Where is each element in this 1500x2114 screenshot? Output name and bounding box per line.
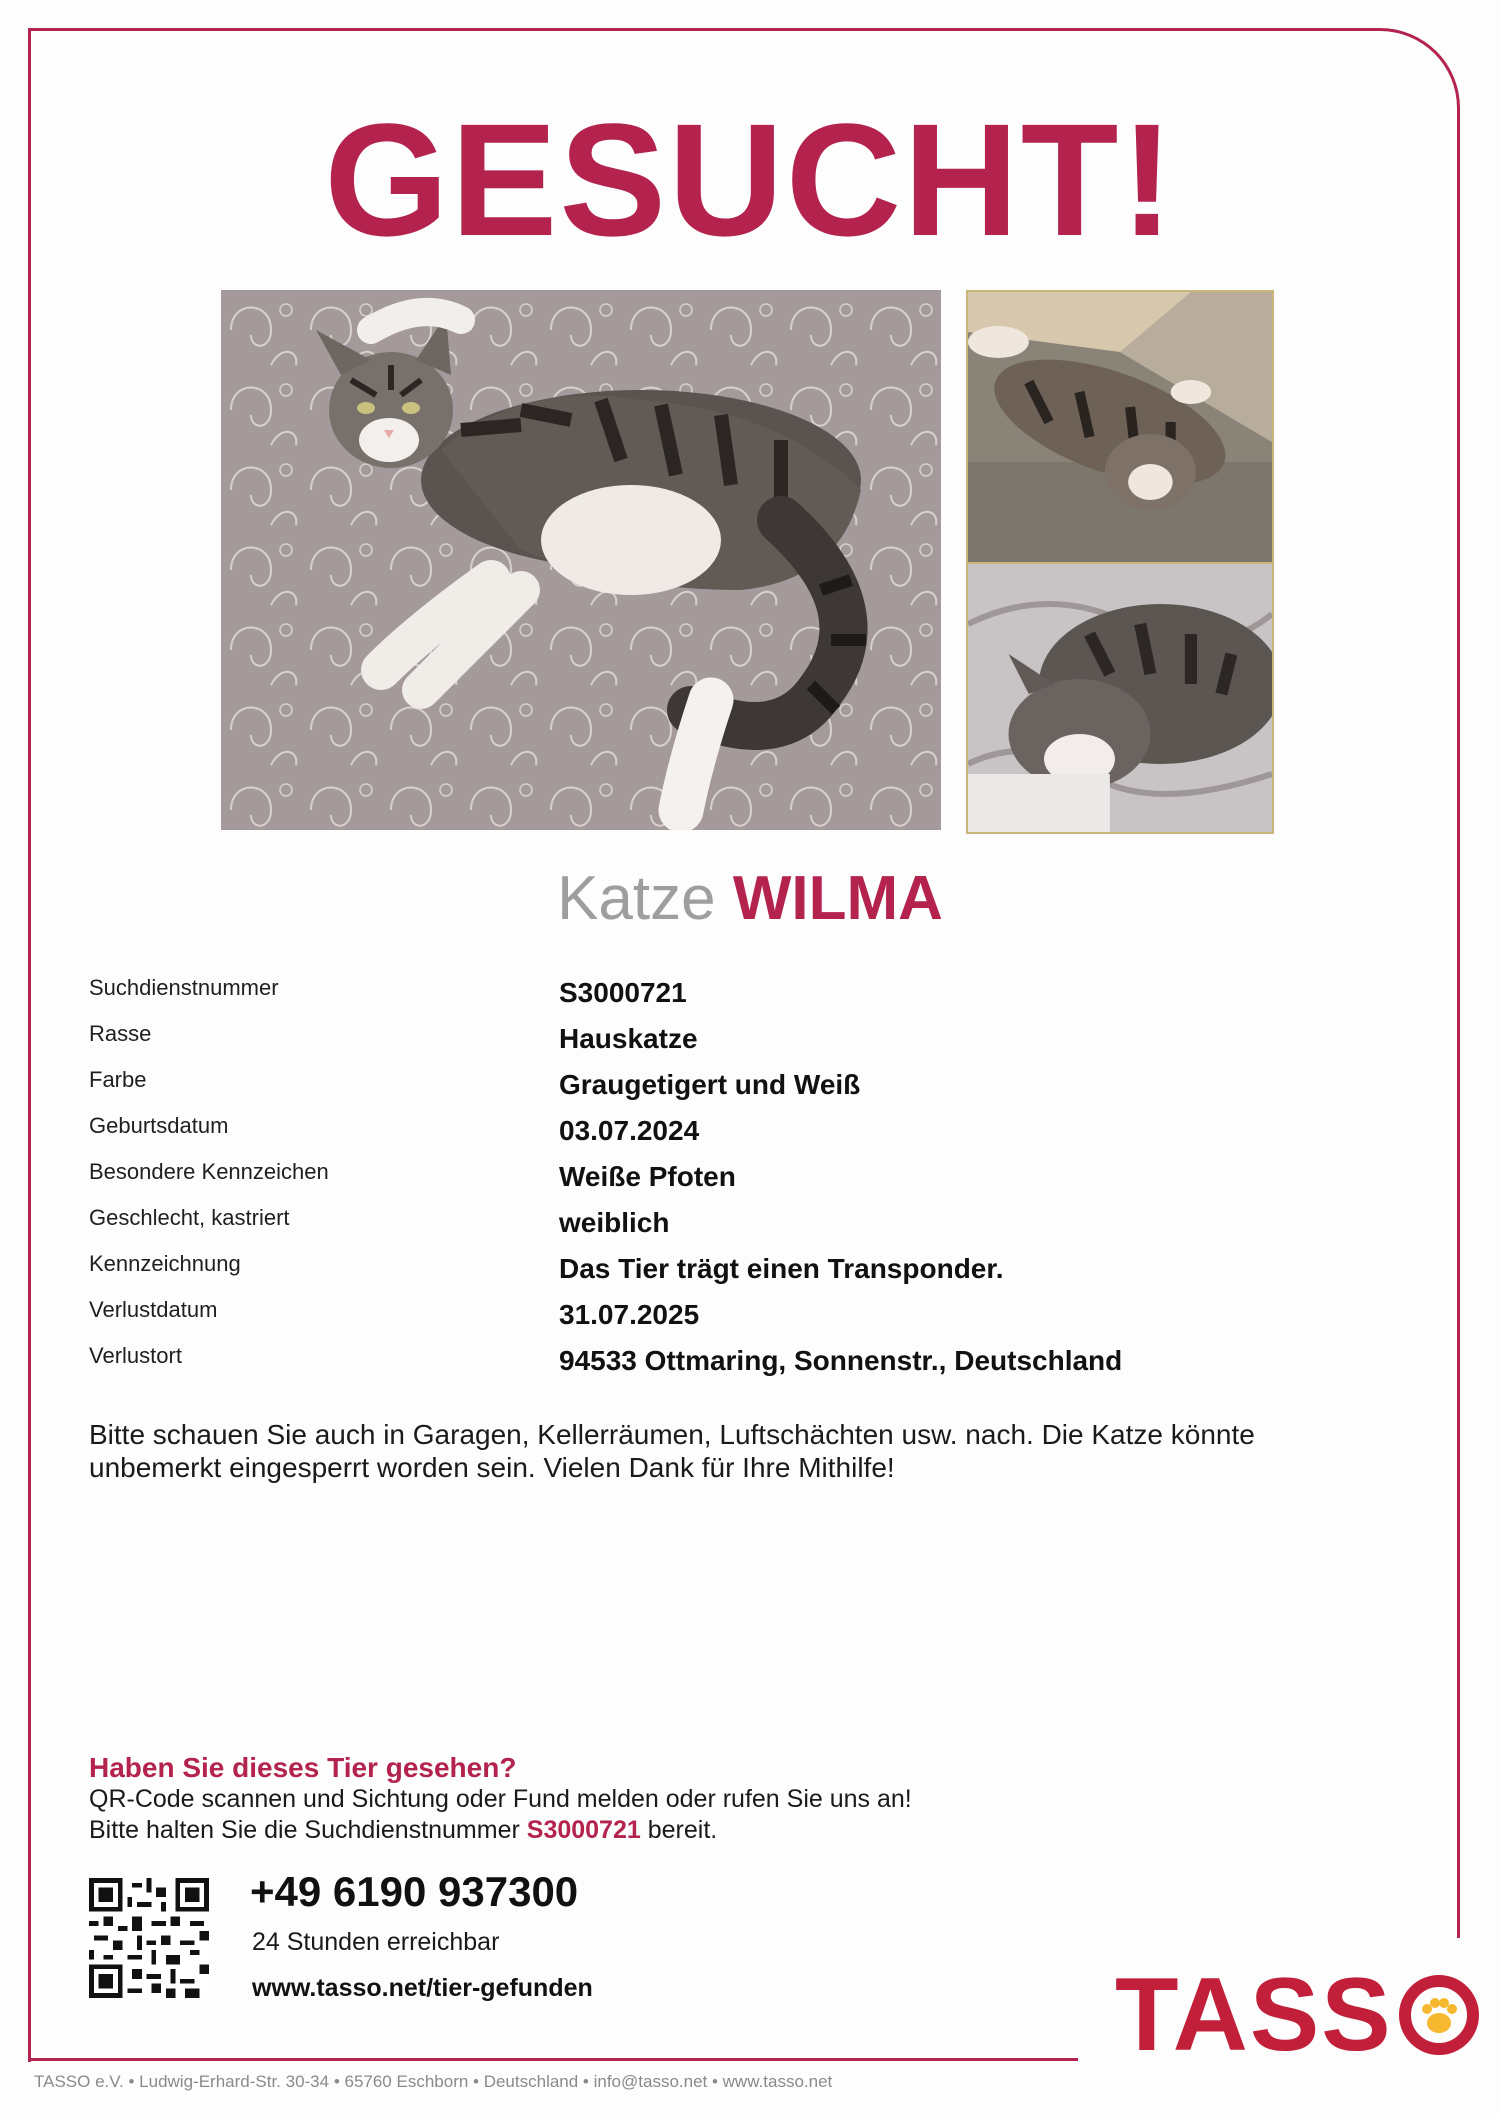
detail-label: Farbe [89, 1067, 147, 1092]
details-table [89, 975, 1389, 1389]
paw-icon [1397, 1973, 1481, 2057]
detail-label: Kennzeichnung [89, 1251, 241, 1276]
contact-reference-line [89, 1815, 1189, 1846]
website-link[interactable]: www.tasso.net/tier-gefunden [252, 1974, 593, 2002]
detail-value: 94533 Ottmaring, Sonnenstr., Deutschland [559, 1345, 1123, 1376]
poster-frame-bottom [28, 2058, 1078, 2061]
detail-row [89, 1113, 1389, 1159]
detail-row [89, 1067, 1389, 1113]
side-cat-photo-bottom [966, 562, 1274, 834]
footer-address: TASSO e.V. • Ludwig-Erhard-Str. 30-34 • 65760 Eschborn • Deutschland • info@tasso.net • www.tasso.net [34, 2072, 833, 2091]
reference-number: S3000721 [526, 1816, 641, 1844]
detail-value: Graugetigert und Weiß [559, 1069, 861, 1100]
main-cat-photo [221, 290, 941, 830]
qr-code[interactable] [89, 1878, 209, 1998]
contact-section [89, 1752, 1189, 1846]
animal-name: WILMA [732, 864, 943, 933]
detail-label: Rasse [89, 1021, 152, 1046]
availability-hours: 24 Stunden erreichbar [252, 1928, 500, 1956]
detail-value: 03.07.2024 [559, 1115, 700, 1146]
detail-label: Verlustort [89, 1343, 182, 1368]
detail-value: Weiße Pfoten [559, 1161, 736, 1192]
animal-species: Katze [557, 864, 716, 933]
detail-row [89, 1205, 1389, 1251]
detail-label: Geburtsdatum [89, 1113, 229, 1138]
detail-label: Suchdienstnummer [89, 975, 279, 1000]
detail-label: Geschlecht, kastriert [89, 1205, 290, 1230]
detail-value: S3000721 [559, 977, 687, 1008]
headline: GESUCHT! [324, 90, 1176, 269]
reference-suffix: bereit. [647, 1816, 718, 1844]
detail-row [89, 1159, 1389, 1205]
logo-text: TASS [1115, 1957, 1393, 2073]
contact-heading: Haben Sie dieses Tier gesehen? [89, 1752, 517, 1783]
detail-row [89, 1343, 1389, 1389]
phone-number[interactable]: +49 6190 937300 [250, 1868, 579, 1915]
detail-value: 31.07.2025 [559, 1299, 700, 1330]
tasso-logo [1115, 1957, 1481, 2073]
detail-row [89, 1021, 1389, 1067]
detail-label: Besondere Kennzeichen [89, 1159, 329, 1184]
detail-label: Verlustdatum [89, 1297, 218, 1322]
detail-row [89, 1297, 1389, 1343]
detail-row [89, 1251, 1389, 1297]
search-note: Bitte schauen Sie auch in Garagen, Kellerräumen, Luftschächten usw. nach. Die Katze könnte unbemerkt eingesperrt worden sein. Vielen Dank für Ihre Mithilfe! [89, 1419, 1255, 1483]
detail-value: Hauskatze [559, 1023, 698, 1054]
detail-value: Das Tier trägt einen Transponder. [559, 1253, 1004, 1284]
side-cat-photo-top [966, 290, 1274, 564]
detail-value: weiblich [559, 1207, 670, 1238]
detail-row [89, 975, 1389, 1021]
animal-title [0, 864, 1500, 933]
contact-instruction: QR-Code scannen und Sichtung oder Fund melden oder rufen Sie uns an! [89, 1785, 912, 1813]
reference-prefix: Bitte halten Sie die Suchdienstnummer [89, 1816, 520, 1844]
